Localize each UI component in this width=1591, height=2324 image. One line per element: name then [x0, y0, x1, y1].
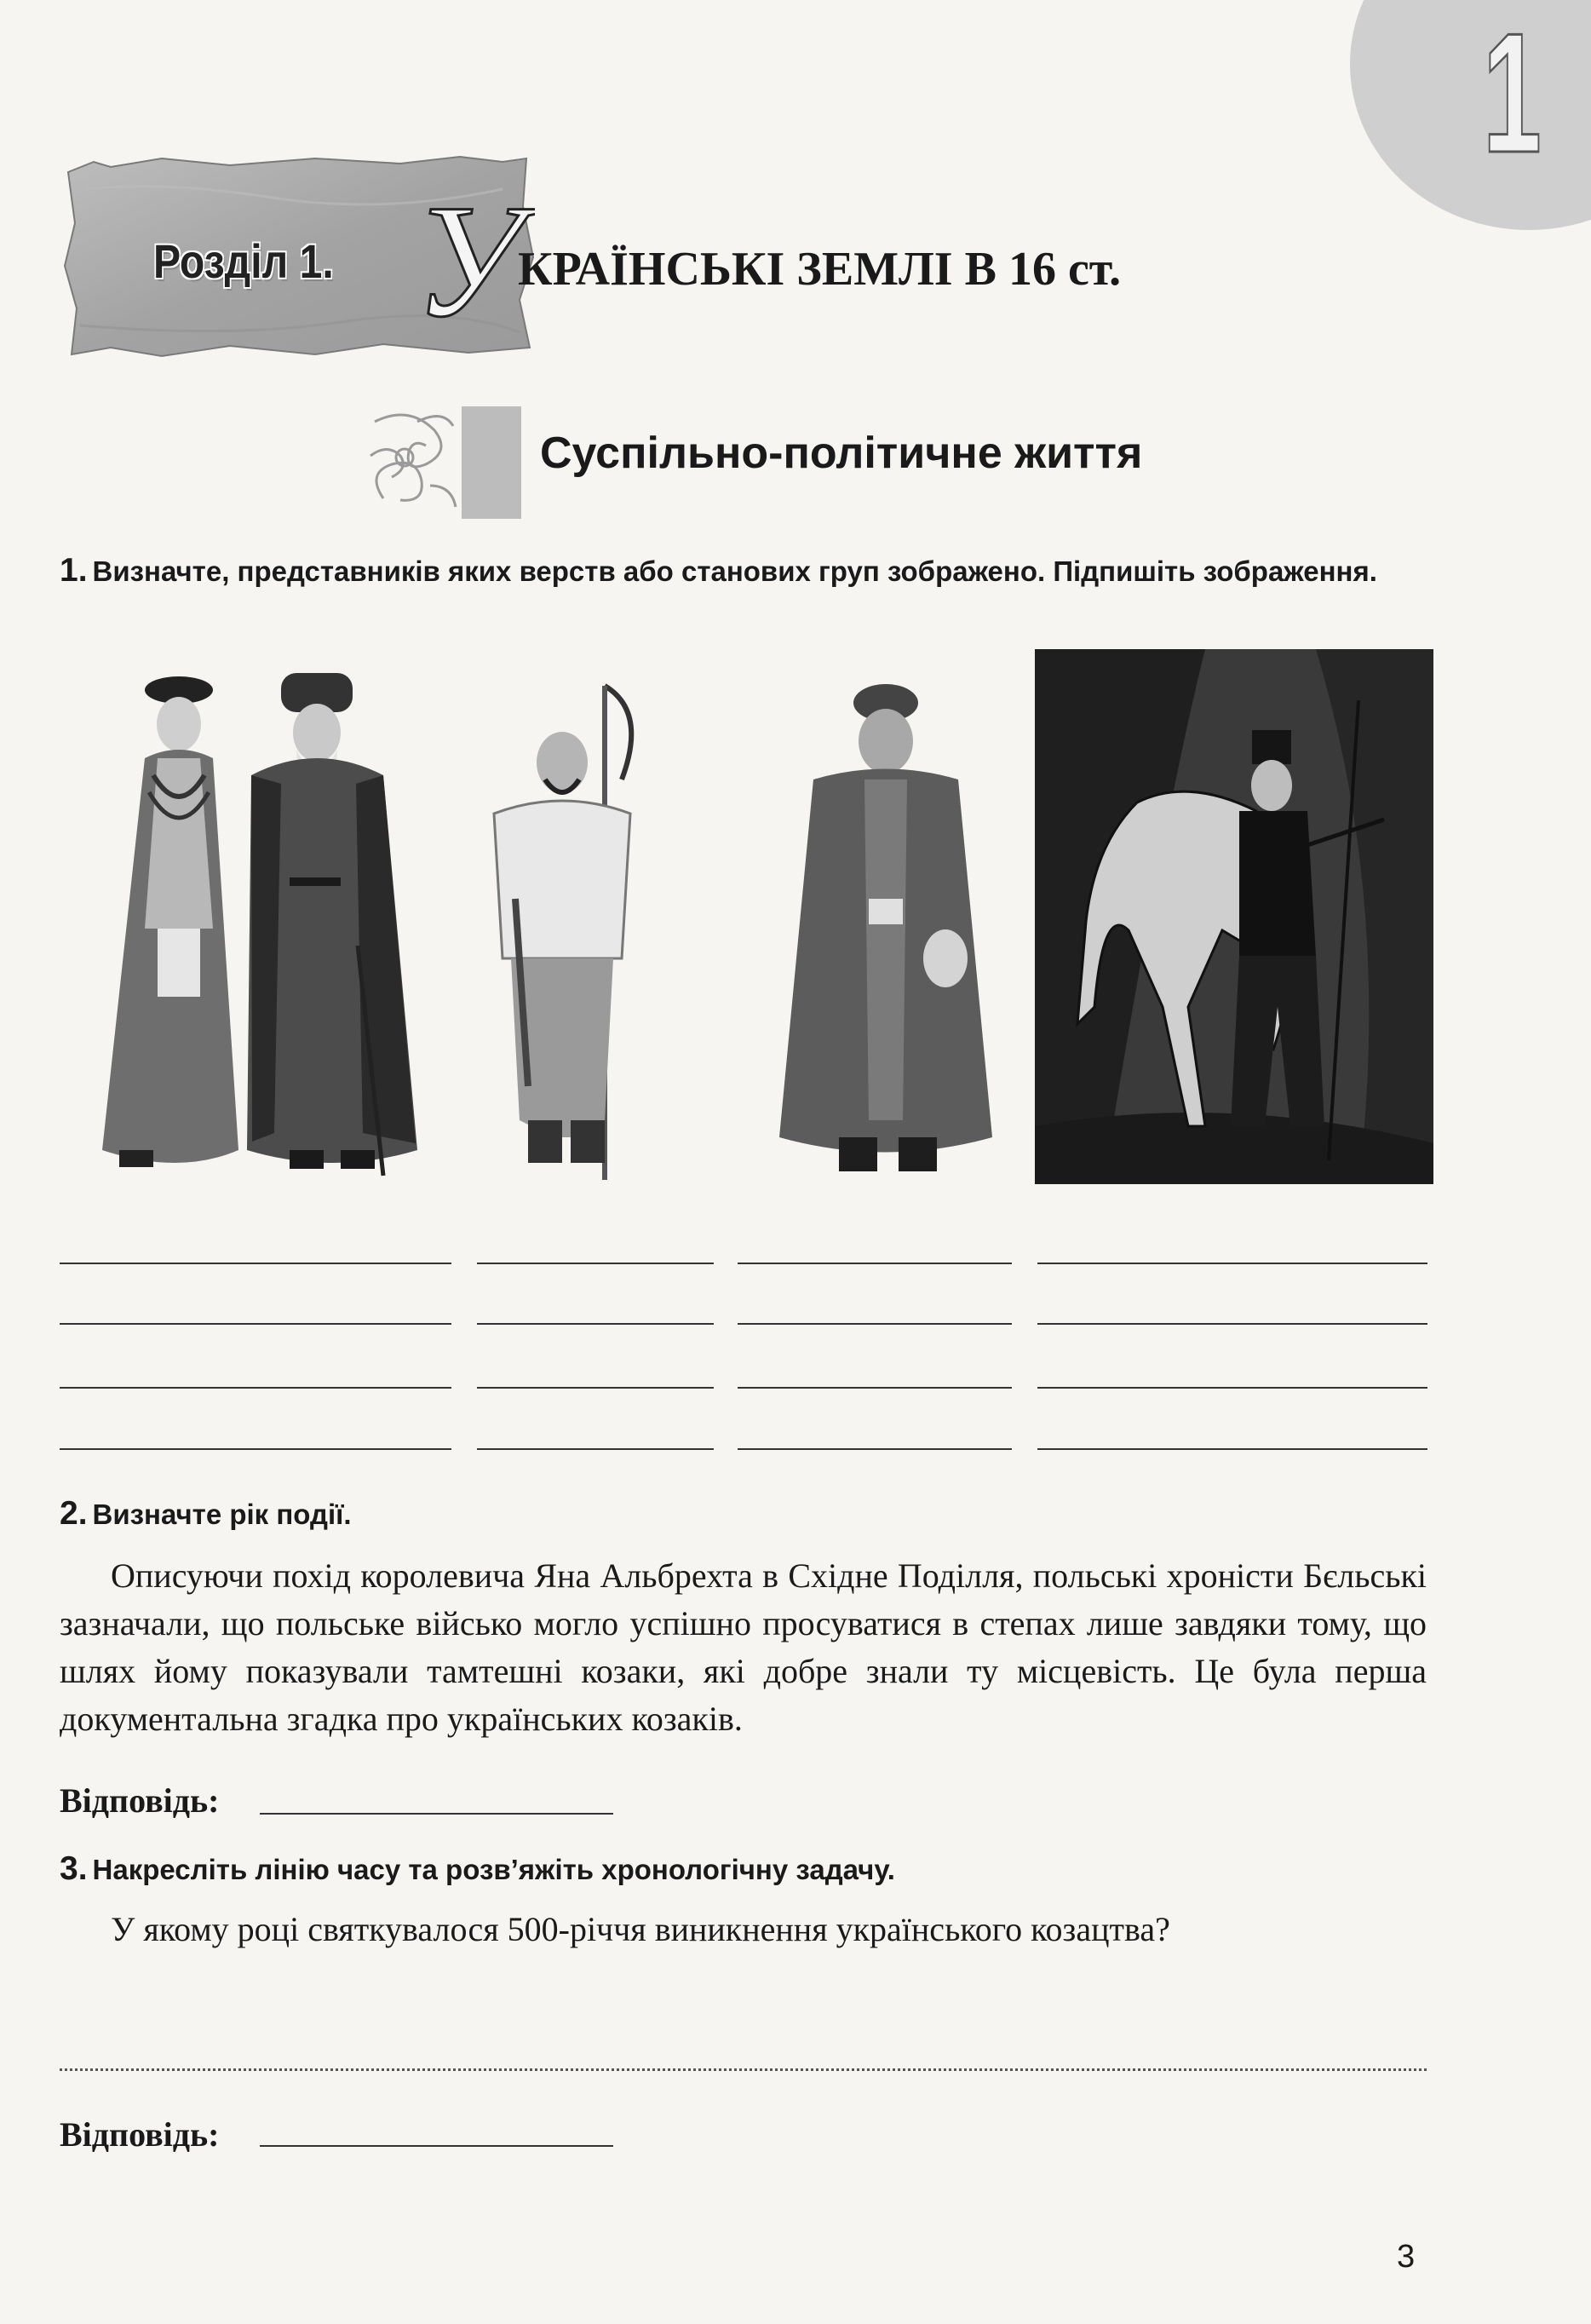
chapter-title: КРАЇНСЬКІ ЗЕМЛІ В 16 ст. [518, 243, 1122, 296]
task-2-number: 2. [60, 1495, 88, 1532]
cossack-with-scythe-illustration [477, 677, 664, 1188]
task-2-answer-label: Відповідь: [60, 1781, 220, 1820]
answer-line[interactable] [738, 1387, 1012, 1389]
task-3-heading [60, 1850, 895, 1889]
answer-line[interactable] [60, 1263, 451, 1264]
cossack-with-horse-scene [1035, 649, 1433, 1184]
task-2-paragraph: Описуючи похід королевича Яна Альбрехта в Східне Поділля, польські хроністи Бєльські зазначали, що польське військо могло успішно просуватися в степах лише завдяки тому, що шлях йому показували тамтешні козаки, які добре знали ту місцевість. Це була перша документальна згадка про українських козаків. [60, 1556, 1427, 1738]
timeline-dotted-line[interactable] [60, 2068, 1427, 2071]
task-3-paragraph: У якому році святкувалося 500-річчя виникнення українського козацтва? [111, 1910, 1170, 1948]
chapter-tab-number: 1 [1482, 0, 1542, 188]
answer-line[interactable] [738, 1323, 1012, 1325]
chapter-tab [1350, 0, 1591, 230]
task-1-number: 1. [60, 552, 88, 589]
answer-line[interactable] [477, 1448, 714, 1450]
answer-line[interactable] [1037, 1323, 1427, 1325]
task-2-answer-line[interactable] [260, 1813, 613, 1815]
ornament-icon [358, 405, 460, 515]
man-in-long-coat-illustration [762, 677, 1009, 1188]
noble-couple-illustration [85, 673, 443, 1184]
drop-cap-letter [407, 179, 535, 341]
task-3-answer-line[interactable] [260, 2145, 613, 2147]
section-label: Розділ 1. [153, 234, 334, 288]
answer-line[interactable] [60, 1323, 451, 1325]
topic-title: Суспільно-політичне життя [540, 429, 1143, 478]
task-2-heading [60, 1495, 352, 1533]
answer-line[interactable] [477, 1323, 714, 1325]
answer-line[interactable] [60, 1448, 451, 1450]
topic-accent-bar [462, 406, 521, 519]
answer-line[interactable] [738, 1448, 1012, 1450]
drop-cap-glyph: У [414, 179, 523, 341]
task-2-title: Визначте рік події. [92, 1499, 352, 1530]
answer-line[interactable] [1037, 1387, 1427, 1389]
page-number: 3 [1397, 2239, 1416, 2275]
task-3-title: Накресліть лінію часу та розв’яжіть хронологічну задачу. [92, 1854, 895, 1885]
answer-line[interactable] [477, 1263, 714, 1264]
task-1-text: Визначте, представників яких верств або станових груп зображено. Підпишіть зображення. [92, 555, 1377, 587]
answer-line[interactable] [477, 1387, 714, 1389]
answer-line[interactable] [738, 1263, 1012, 1264]
task-1-heading [60, 552, 1431, 590]
answer-line[interactable] [1037, 1263, 1427, 1264]
task-3-number: 3. [60, 1850, 88, 1887]
scene-drawing [1035, 649, 1433, 1184]
answer-line[interactable] [1037, 1448, 1427, 1450]
answer-line[interactable] [60, 1387, 451, 1389]
task-3-answer-label: Відповідь: [60, 2115, 220, 2154]
